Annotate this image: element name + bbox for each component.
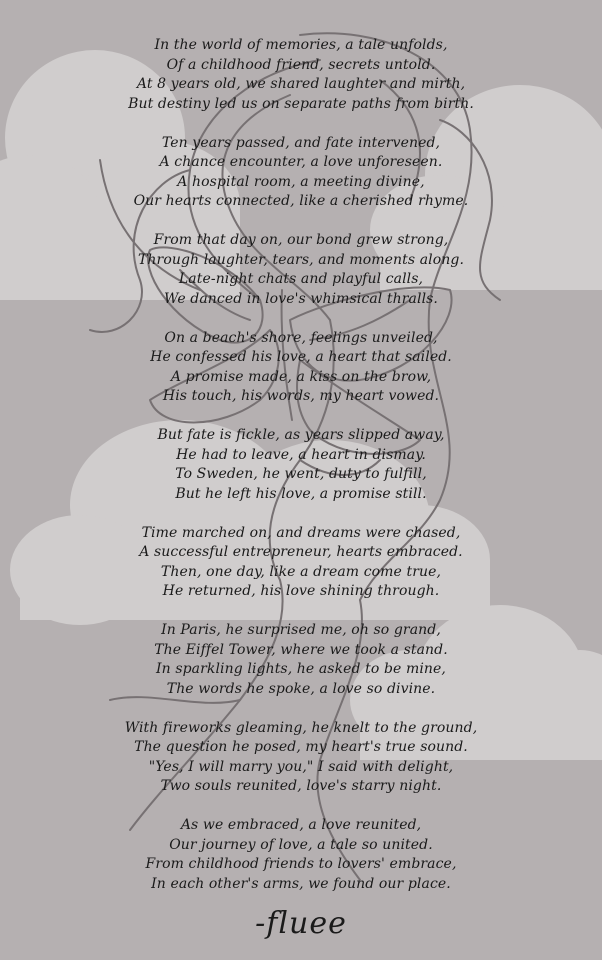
poem-line: In sparkling lights, he asked to be mine,: [156, 661, 446, 677]
stanza: [0, 621, 602, 699]
poem-line: But he left his love, a promise still.: [175, 485, 427, 502]
poem-line: At 8 years old, we shared laughter and mirth,: [136, 76, 466, 92]
poem-line: To Sweden, he went, duty to fulfill,: [175, 466, 427, 482]
poem-line: From that day on, our bond grew strong,: [153, 232, 449, 248]
poem-line: The question he posed, my heart's true sound.: [134, 739, 468, 755]
poem-line: The words he spoke, a love so divine.: [166, 680, 436, 697]
stanza: [0, 329, 602, 407]
stanza: [0, 134, 602, 212]
poem-line: In the world of memories, a tale unfolds,: [154, 37, 448, 53]
stanza: [0, 719, 602, 797]
poem-line: In Paris, he surprised me, oh so grand,: [161, 622, 441, 638]
poem-line: But destiny led us on separate paths from birth.: [128, 95, 474, 112]
poem-line: But fate is fickle, as years slipped away,: [157, 427, 445, 443]
poem-line: The Eiffel Tower, where we took a stand.: [154, 641, 448, 658]
stanza: [0, 36, 602, 114]
poem-line: "Yes, I will marry you," I said with delight,: [148, 758, 454, 775]
poem-line: He had to leave, a heart in dismay.: [176, 446, 426, 463]
poem-line: Through laughter, tears, and moments along.: [137, 251, 465, 268]
poem-line: Our journey of love, a tale so united.: [169, 836, 433, 853]
poem-line: Two souls reunited, love's starry night.: [160, 778, 442, 794]
stanza: [0, 426, 602, 504]
poem-line: Our hearts connected, like a cherished rhyme.: [133, 193, 469, 209]
poem-line: A hospital room, a meeting divine,: [177, 173, 425, 190]
stanza: [0, 231, 602, 309]
poem-line: Late-night chats and playful calls,: [178, 271, 424, 287]
poem-line: A chance encounter, a love unforeseen.: [159, 154, 443, 170]
poem-line: As we embraced, a love reunited,: [180, 817, 422, 833]
poem-line: His touch, his words, my heart vowed.: [162, 388, 440, 404]
poem-line: He confessed his love, a heart that sailed.: [150, 349, 452, 365]
poem: [0, 36, 602, 914]
poem-line: In each other's arms, we found our place.: [151, 875, 451, 892]
poem-line: He returned, his love shining through.: [162, 583, 440, 599]
author-signature: -fluee: [255, 906, 347, 941]
poem-line: From childhood friends to lovers' embrace,: [145, 856, 457, 872]
stanza: [0, 524, 602, 602]
stanza: [0, 816, 602, 894]
poem-line: We danced in love's whimsical thralls.: [164, 290, 438, 307]
poem-line: Time marched on, and dreams were chased,: [141, 524, 461, 541]
poem-line: A successful entrepreneur, hearts embraced.: [139, 544, 463, 560]
poem-line: With fireworks gleaming, he knelt to the ground,: [124, 719, 478, 736]
poem-line: A promise made, a kiss on the brow,: [170, 368, 432, 385]
poem-line: On a beach's shore, feelings unveiled,: [164, 329, 438, 346]
poem-line: Then, one day, like a dream come true,: [160, 563, 442, 580]
poem-line: Of a childhood friend, secrets untold.: [166, 56, 436, 73]
poem-line: Ten years passed, and fate intervened,: [161, 134, 441, 151]
